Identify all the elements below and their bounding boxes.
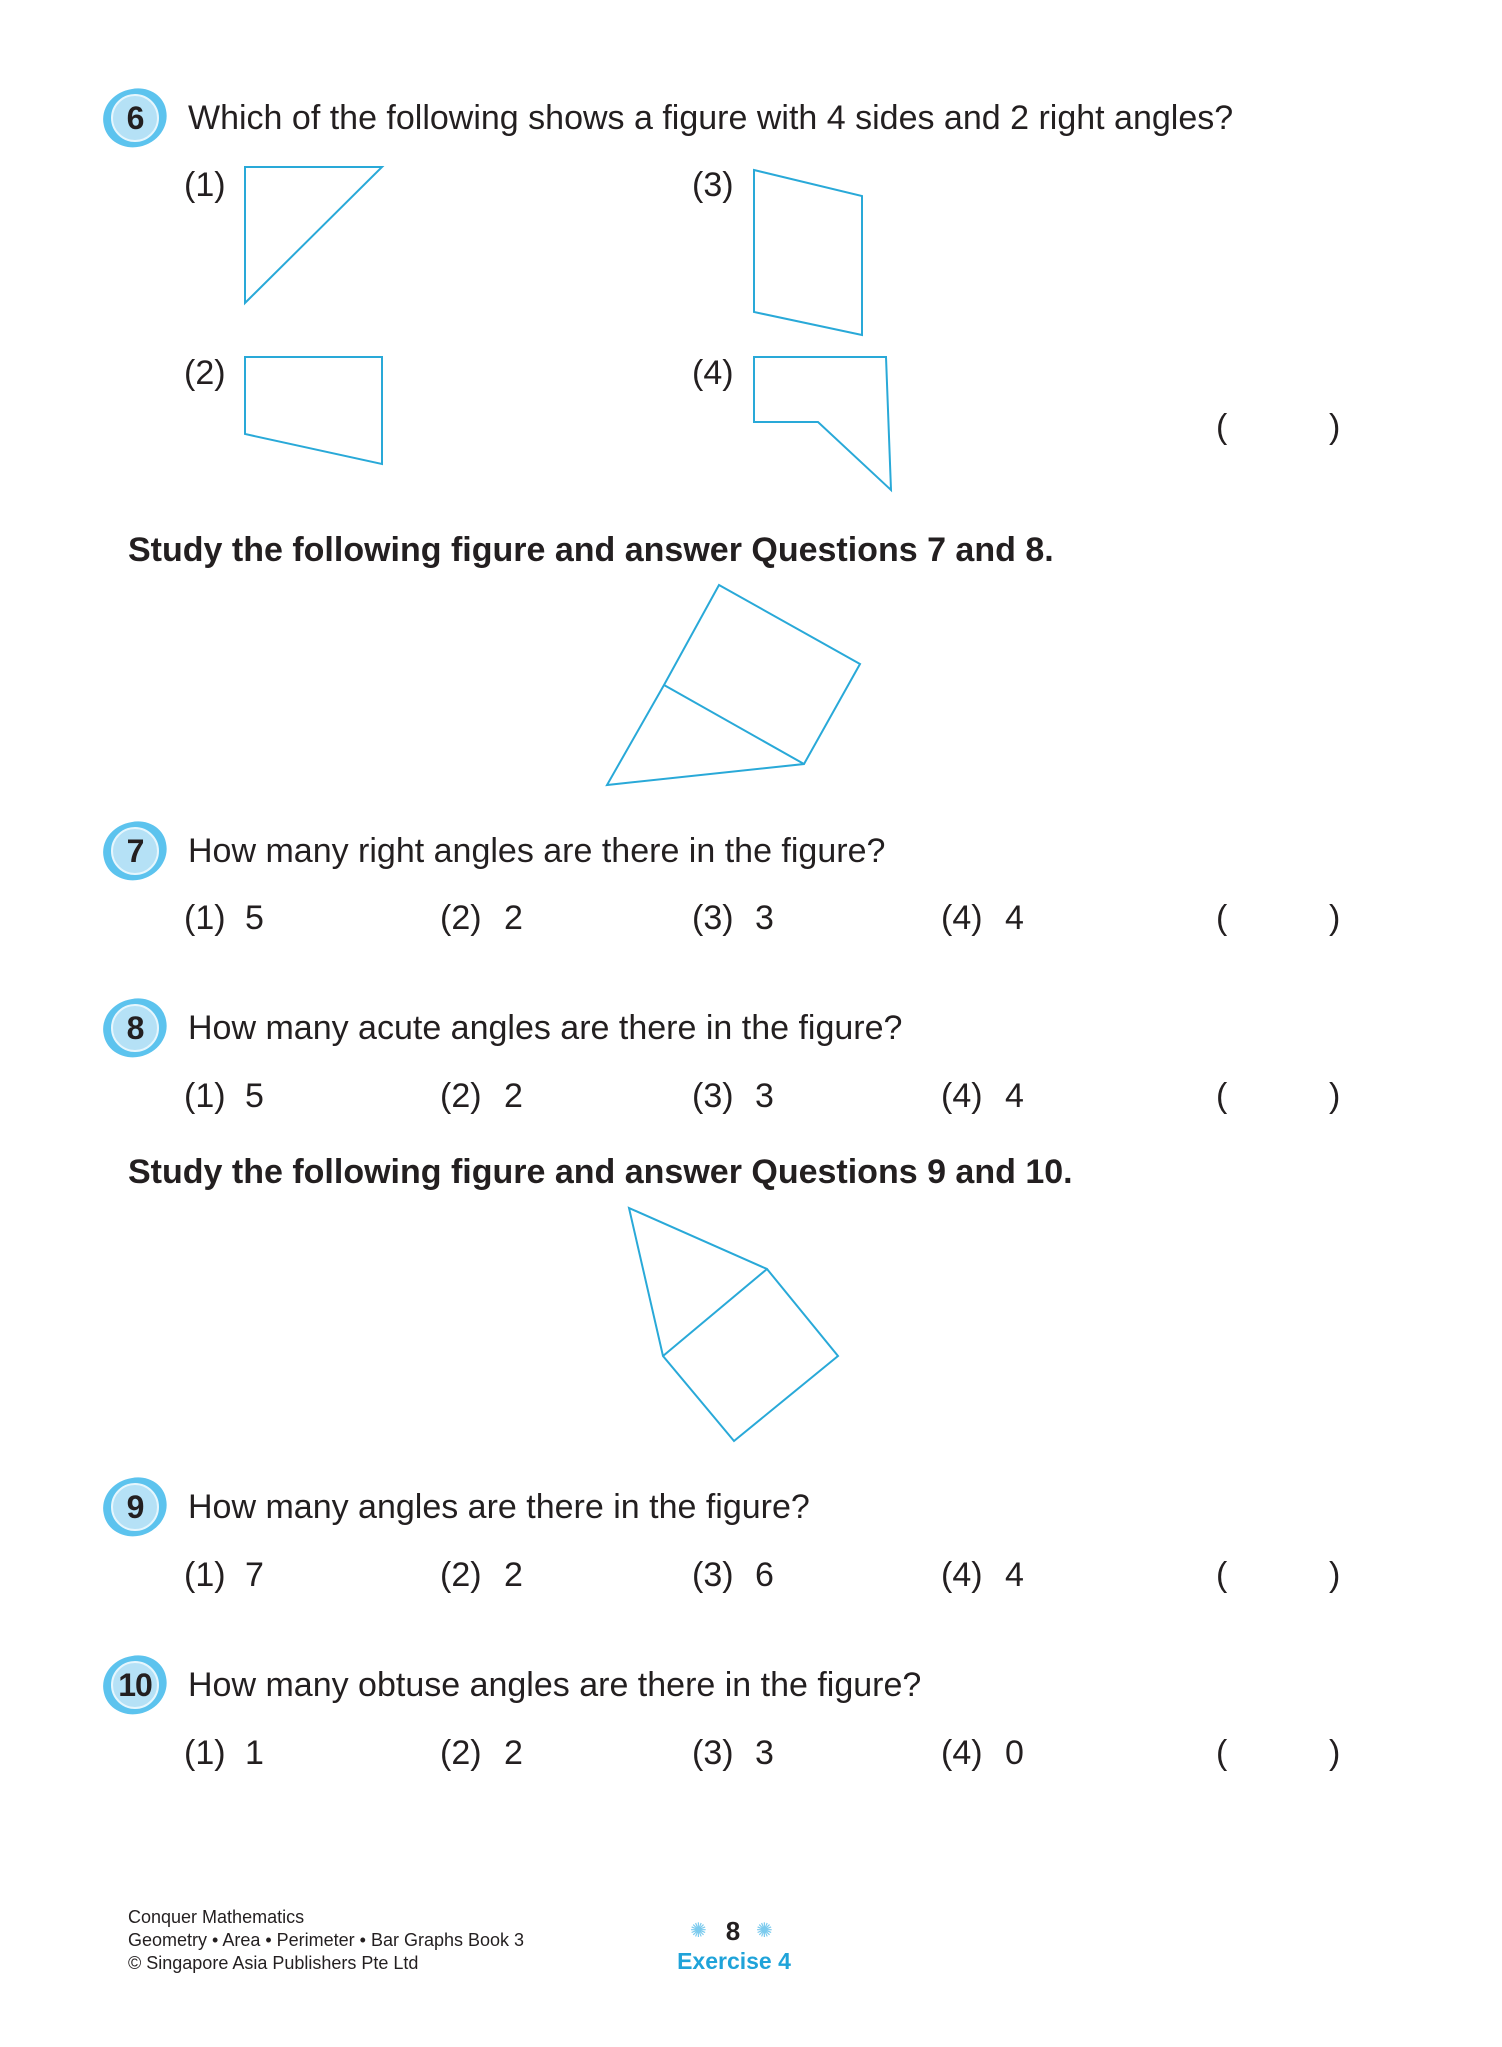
question-text: How many right angles are there in the figure? [188, 832, 886, 870]
option-label[interactable]: (1) [184, 1077, 226, 1115]
option-1-triangle [245, 167, 382, 303]
question-number: 10 [118, 1667, 152, 1703]
question-text: How many acute angles are there in the figure? [188, 1009, 903, 1047]
option-label[interactable]: (3) [692, 1734, 734, 1772]
option-label[interactable]: (1) [184, 899, 226, 937]
section-heading: Study the following figure and answer Questions 7 and 8. [128, 531, 1054, 569]
figure-q7-q8 [607, 585, 860, 785]
option-value: 4 [1005, 1077, 1024, 1115]
footer-copyright: © Singapore Asia Publishers Pte Ltd [128, 1953, 419, 1973]
option-value: 5 [245, 899, 264, 937]
option-label[interactable]: (4) [941, 1734, 983, 1772]
option-value: 4 [1005, 899, 1024, 937]
option-label[interactable]: (3) [692, 1556, 734, 1594]
option-value: 2 [504, 1077, 523, 1115]
question-text: How many angles are there in the figure? [188, 1488, 810, 1526]
answer-bracket-close: ) [1329, 408, 1341, 446]
exercise-label: Exercise 4 [677, 1948, 791, 1974]
answer-bracket-open: ( [1216, 1077, 1228, 1115]
option-label[interactable]: (4) [941, 899, 983, 937]
option-value: 0 [1005, 1734, 1024, 1772]
option-label[interactable]: (1) [184, 1734, 226, 1772]
option-label[interactable]: (2) [184, 354, 226, 392]
answer-bracket-open: ( [1216, 1734, 1228, 1772]
question-number: 9 [126, 1489, 144, 1525]
question-number-badge [103, 1478, 167, 1536]
question-number: 8 [126, 1010, 144, 1046]
question-text: How many obtuse angles are there in the figure? [188, 1666, 922, 1704]
option-label[interactable]: (3) [692, 899, 734, 937]
option-label[interactable]: (2) [440, 899, 482, 937]
option-value: 2 [504, 1556, 523, 1594]
option-3-quadrilateral [754, 170, 862, 335]
option-label[interactable]: (3) [692, 166, 734, 204]
question-text: Which of the following shows a figure with 4 sides and 2 right angles? [188, 99, 1234, 137]
option-2-quadrilateral [245, 357, 382, 464]
question-number-badge [103, 1656, 167, 1714]
option-value: 4 [1005, 1556, 1024, 1594]
option-value: 3 [755, 1734, 774, 1772]
decorative-swirl-icon: ✺ [690, 1920, 707, 1942]
option-value: 2 [504, 899, 523, 937]
decorative-swirl-icon: ✺ [756, 1920, 773, 1942]
footer-book-title: Conquer Mathematics [128, 1907, 305, 1927]
option-label[interactable]: (2) [440, 1077, 482, 1115]
answer-bracket-open: ( [1216, 1556, 1228, 1594]
option-label[interactable]: (2) [440, 1556, 482, 1594]
option-value: 7 [245, 1556, 264, 1594]
figure-q9-q10 [629, 1208, 838, 1441]
question-number: 6 [126, 100, 144, 136]
option-label[interactable]: (4) [941, 1556, 983, 1594]
answer-bracket-close: ) [1329, 1734, 1341, 1772]
option-value: 3 [755, 1077, 774, 1115]
option-value: 2 [504, 1734, 523, 1772]
option-label[interactable]: (1) [184, 1556, 226, 1594]
page-number: 8 [725, 1916, 741, 1946]
option-4-pentagon [754, 357, 891, 490]
question-number-badge [103, 999, 167, 1057]
answer-bracket-close: ) [1329, 899, 1341, 937]
option-label[interactable]: (2) [440, 1734, 482, 1772]
section-heading: Study the following figure and answer Questions 9 and 10. [128, 1153, 1073, 1191]
option-value: 5 [245, 1077, 264, 1115]
answer-bracket-open: ( [1216, 899, 1228, 937]
option-value: 3 [755, 899, 774, 937]
answer-bracket-close: ) [1329, 1077, 1341, 1115]
option-label[interactable]: (4) [941, 1077, 983, 1115]
option-value: 1 [245, 1734, 264, 1772]
question-number-badge [103, 822, 167, 880]
option-label[interactable]: (4) [692, 354, 734, 392]
question-number: 7 [126, 833, 144, 869]
option-label[interactable]: (1) [184, 166, 226, 204]
footer-book-subtitle: Geometry • Area • Perimeter • Bar Graphs Book 3 [128, 1930, 525, 1950]
option-label[interactable]: (3) [692, 1077, 734, 1115]
answer-bracket-open: ( [1216, 408, 1228, 446]
answer-bracket-close: ) [1329, 1556, 1341, 1594]
option-value: 6 [755, 1556, 774, 1594]
